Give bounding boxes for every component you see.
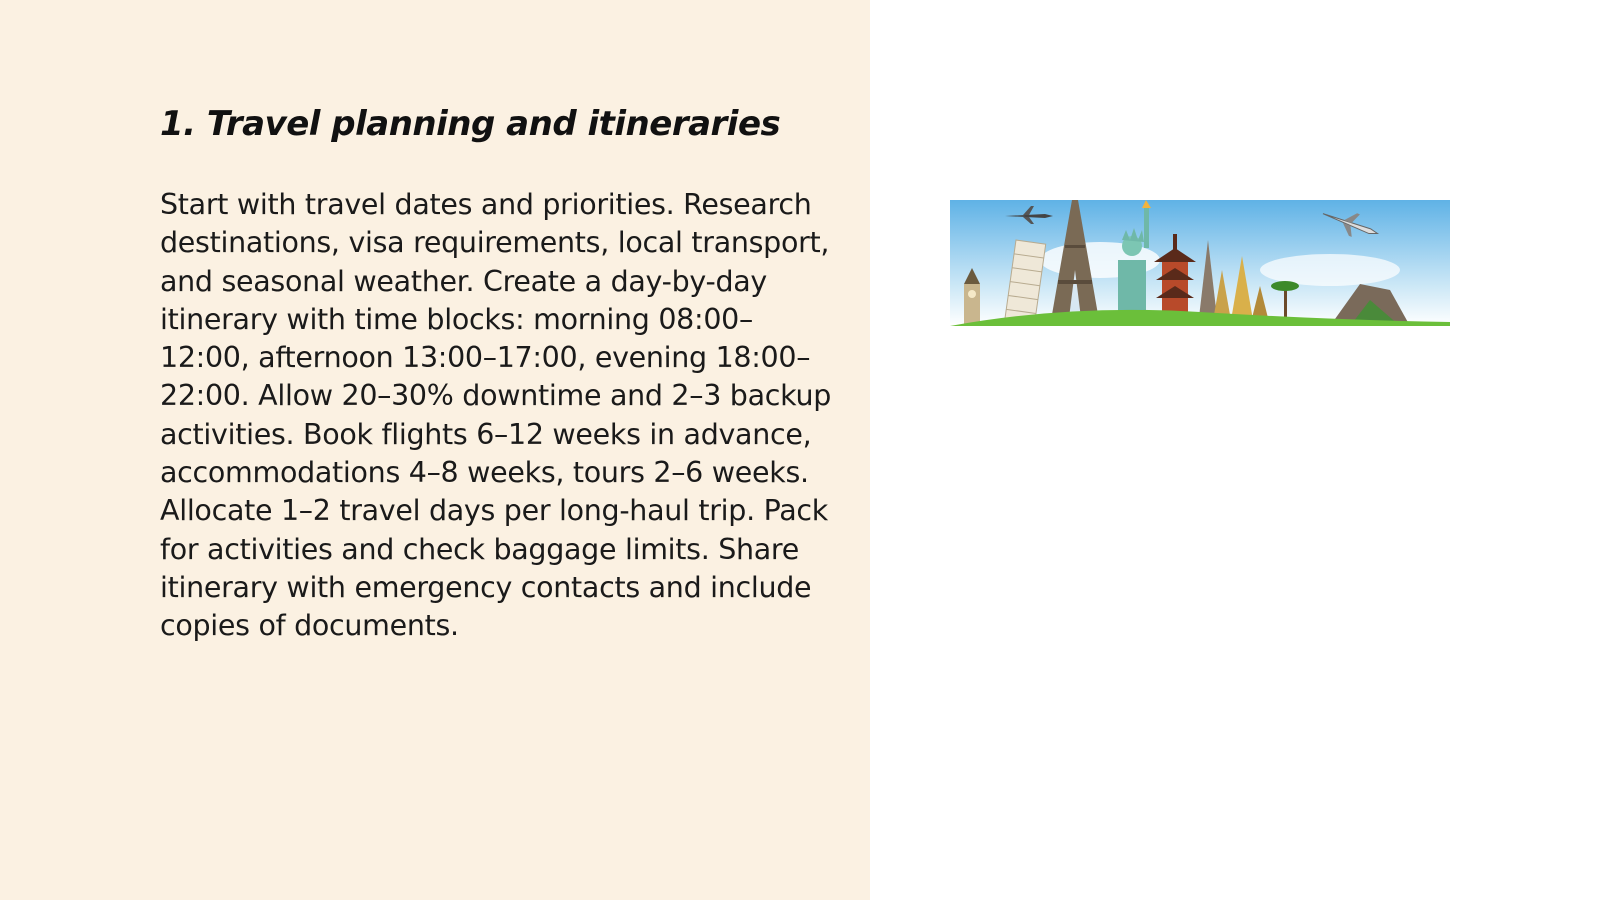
landmarks-illustration	[950, 200, 1450, 326]
slide-title: 1. Travel planning and itineraries	[160, 104, 781, 144]
slide-body-text: Start with travel dates and priorities. Research destinations, visa requirements, local transport, and seasonal weather. Create a day-by-day itinerary with time blocks: morning 08:00–12:00, afternoon 13:00–17:00, evening 18:00–22:00. Allow 20–30% downtime and 2–3 backup activities. Book flights 6–12 weeks in advance, accommodations 4–8 weeks, tours 2–6 weeks. Allocate 1–2 travel days per long-haul trip. Pack for activities and check baggage limits. Share itinerary with emergency contacts and include copies of documents.	[160, 188, 832, 643]
cloud	[1260, 254, 1400, 286]
travel-landmarks-image	[950, 200, 1450, 326]
